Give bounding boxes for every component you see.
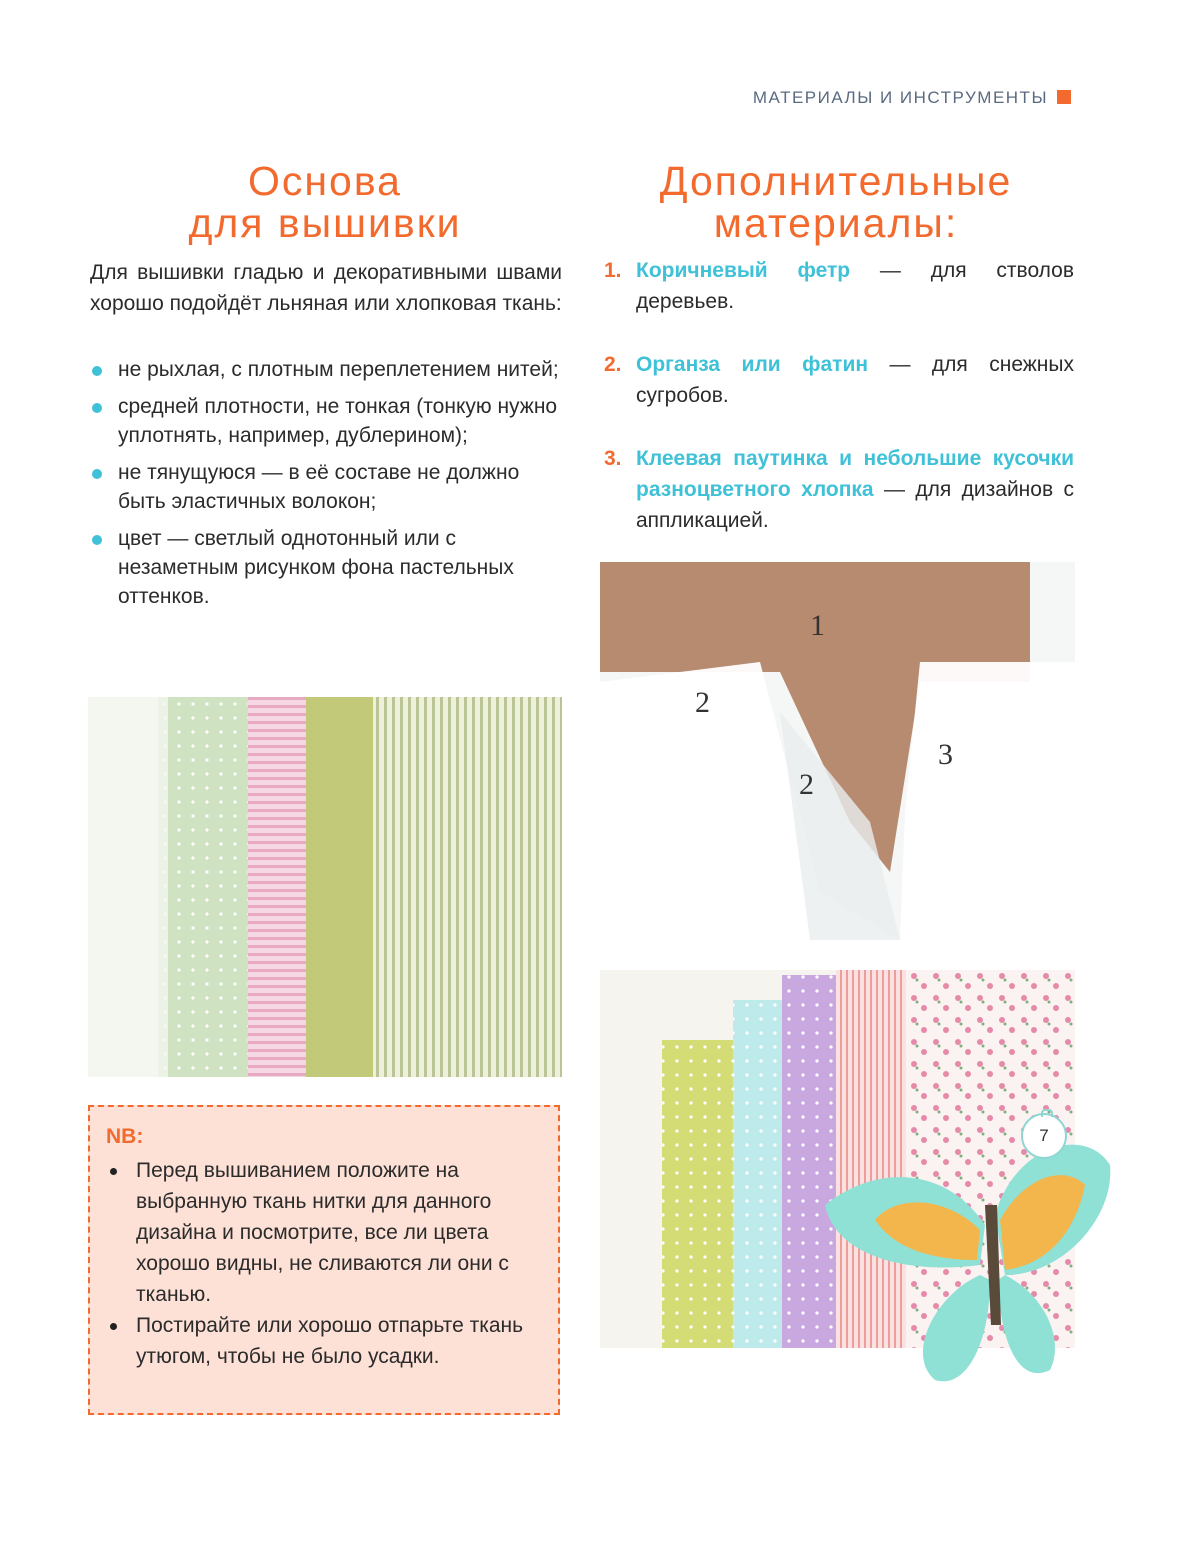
item-number: 2. <box>604 353 622 376</box>
item-highlight: Органза или фатин <box>636 353 869 376</box>
bullet-text: не рыхлая, с плотным переплетением нитей; <box>118 358 559 381</box>
nb-list <box>108 1155 538 1372</box>
item-number: 1. <box>604 259 622 282</box>
nb-note-box <box>88 1105 560 1415</box>
nb-item-text: Постирайте или хорошо отпарьте ткань утюгом, чтобы не было усадки. <box>136 1314 524 1368</box>
photo-label-2a: 2 <box>695 686 710 719</box>
left-title-line2: для вышивки <box>188 200 462 246</box>
item-text: — для стволов деревьев. <box>636 259 1075 313</box>
list-item <box>90 524 562 611</box>
additional-materials-list <box>604 255 1074 568</box>
page-number: 7 <box>1021 1113 1067 1159</box>
bullet-dot-icon <box>92 469 102 479</box>
butterfly-illustration <box>815 1125 1115 1385</box>
bullet-dot-icon <box>92 366 102 376</box>
bullet-text: средней плотности, не тонкая (тонкую нужно уплотнять, например, дублерином); <box>118 395 558 447</box>
bullet-dot-icon <box>110 1168 117 1175</box>
bullet-dot-icon <box>110 1323 117 1330</box>
bullet-dot-icon <box>92 535 102 545</box>
photo-label-1: 1 <box>810 609 825 642</box>
right-title-line1: Дополнительные <box>659 158 1013 204</box>
header-accent-square <box>1057 90 1071 104</box>
section-header: МАТЕРИАЛЫ И ИНСТРУМЕНТЫ <box>752 88 1048 107</box>
left-title <box>130 160 520 244</box>
fabric-swatches-photo <box>88 697 562 1077</box>
bullet-text: цвет — светлый однотонный или с незаметным рисунком фона пастельных оттенков. <box>118 527 514 608</box>
left-title-line1: Основа <box>248 158 402 204</box>
right-title-line2: материалы: <box>713 200 959 246</box>
list-item <box>90 392 562 450</box>
list-item <box>90 458 562 516</box>
photo-label-3: 3 <box>938 738 953 771</box>
item-highlight: Коричневый фетр <box>636 259 851 282</box>
right-title <box>630 160 1042 244</box>
item-highlight: Клеевая паутинка и небольшие кусочки разноцветного хлопка <box>636 447 1074 501</box>
nb-item-text: Перед вышиванием положите на выбранную ткань нитки для данного дизайна и посмотрите, все ли цвета хорошо видны, не сливаются ли они с тканью. <box>136 1159 509 1306</box>
photo-label-2b: 2 <box>799 768 814 801</box>
list-item <box>604 255 1074 317</box>
item-text: — для снежных сугробов. <box>636 353 1074 407</box>
list-item <box>108 1310 538 1372</box>
fabric-requirements-list <box>90 355 562 619</box>
list-item <box>604 443 1074 536</box>
list-item <box>604 349 1074 411</box>
list-item <box>108 1155 538 1310</box>
intro-paragraph: Для вышивки гладью и декоративными швами хорошо подойдёт льняная или хлопковая ткань: <box>90 261 562 315</box>
bullet-dot-icon <box>92 403 102 413</box>
felt-organza-photo <box>600 562 1075 940</box>
list-item <box>90 355 562 384</box>
bullet-text: не тянущуюся — в её составе не должно быть эластичных волокон; <box>118 461 520 513</box>
item-number: 3. <box>604 447 622 470</box>
nb-title: NB: <box>106 1125 144 1148</box>
item-text: — для дизайнов с аппликацией. <box>636 478 1075 532</box>
